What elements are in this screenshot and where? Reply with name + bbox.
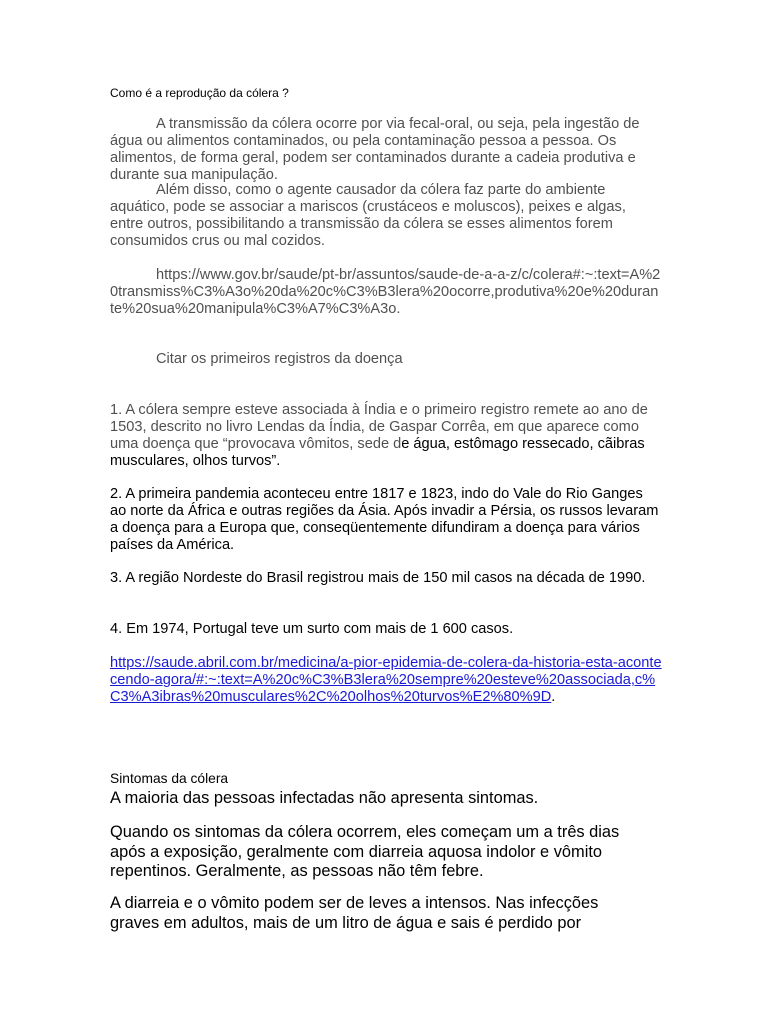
source-url-gov: https://www.gov.br/saude/pt-br/assuntos/saude-de-a-a-z/c/colera#:~:text=A%20transmiss%C3%A3o%20da%20c%C3%B3lera%20ocorre,produtiva%20e%20durante%20sua%20manipula%C3%A7%C3%A3o. (110, 267, 661, 317)
history-item-4: 4. Em 1974, Portugal teve um surto com mais de 1 600 casos. (110, 621, 514, 637)
history-item-1-black: e água, estômago ressecado, cãibras musculares, olhos turvos”. (110, 436, 645, 469)
history-item-1 (110, 402, 662, 470)
transmission-paragraph-1: A transmissão da cólera ocorre por via fecal-oral, ou seja, pela ingestão de água ou alimentos contaminados, ou pela contaminação pessoa a pessoa. Os alimentos, de forma geral, podem ser contaminados durante a cadeia produtiva e durante sua manipulação. (110, 116, 640, 183)
transmission-paragraph-2: Além disso, como o agente causador da cólera faz parte do ambiente aquático, pode se associar a mariscos (crustáceos e moluscos), peixes e algas, entre outros, possibilitando a transmissão da cólera se esses alimentos forem consumidos crus ou mal cozidos. (110, 182, 626, 249)
symptoms-paragraph-3: A diarreia e o vômito podem ser de leves a intensos. Nas infecções graves em adultos, mais de um litro de água e sais é perdido por (110, 894, 599, 932)
symptoms-heading: Sintomas da cólera (110, 771, 229, 786)
symptoms-paragraph-2: Quando os sintomas da cólera ocorrem, eles começam um a três dias após a exposição, geralmente com diarreia aquosa indolor e vômito repentinos. Geralmente, as pessoas não têm febre. (110, 823, 620, 880)
history-item-2: 2. A primeira pandemia aconteceu entre 1817 e 1823, indo do Vale do Rio Ganges ao norte da África e outras regiões da Ásia. Após invadir a Pérsia, os russos levaram a doença para a Europa que, conseqüentemente difundiram a doença para vários países da América. (110, 486, 659, 553)
history-heading: Citar os primeiros registros da doença (156, 351, 403, 367)
page-title: Como é a reprodução da cólera ? (110, 86, 289, 100)
history-item-1-gray: 1. A cólera sempre esteve associada à Índia e o primeiro registro remete ao ano de 1503, descrito no livro Lendas da Índia, de Gaspar Corrêa, em que aparece como uma doença que “provocava vômitos, sede d (110, 402, 648, 452)
symptoms-paragraph-1: A maioria das pessoas infectadas não apresenta sintomas. (110, 789, 539, 807)
link-period: . (551, 689, 556, 705)
source-link-abril-wrapper (110, 655, 662, 706)
source-link-abril[interactable]: https://saude.abril.com.br/medicina/a-pior-epidemia-de-colera-da-historia-esta-acontecendo-agora/#:~:text=A%20c%C3%B3lera%20sempre%20esteve%20associada,c%C3%A3ibras%20musculares%2C%20olhos%20turvos%E2%80%9D (110, 655, 662, 705)
history-item-3: 3. A região Nordeste do Brasil registrou mais de 150 mil casos na década de 1990. (110, 570, 646, 586)
